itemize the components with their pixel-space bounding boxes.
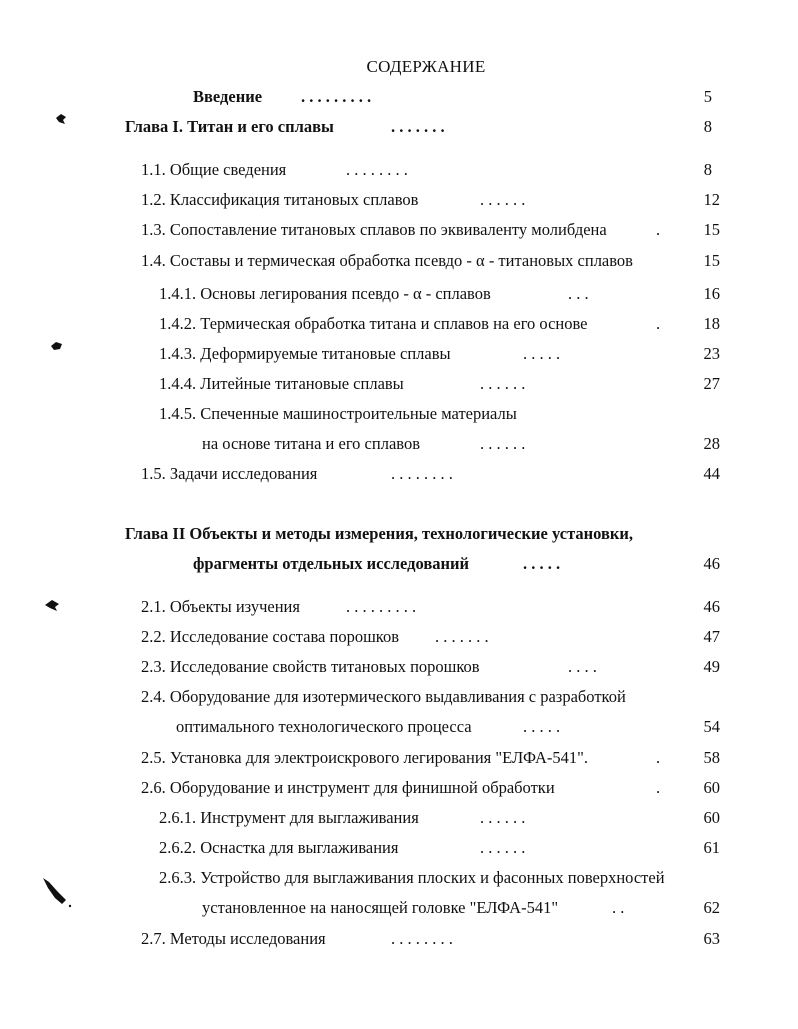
toc-entry-leader: . . . . . . bbox=[480, 808, 526, 827]
toc-entry-text: 1.2. Классификация титановых сплавов bbox=[141, 190, 419, 209]
toc-entry-leader: . . . . . . . bbox=[391, 117, 445, 136]
toc-entry-page: 16 bbox=[703, 284, 720, 303]
toc-entry-leader: . . . . . . bbox=[480, 374, 526, 393]
toc-entry-page: 58 bbox=[703, 748, 720, 767]
toc-entry-leader: . . . . . . . . bbox=[346, 160, 408, 179]
toc-entry-text: 1.4.1. Основы легирования псевдо - α - сплавов bbox=[159, 284, 491, 303]
toc-entry-leader: . . . . . . bbox=[480, 434, 526, 453]
toc-entry-text: 2.6.2. Оснастка для выглаживания bbox=[159, 838, 399, 857]
toc-entry-page: 60 bbox=[703, 778, 720, 797]
toc-title: СОДЕРЖАНИЕ bbox=[366, 57, 486, 76]
toc-entry-page: 23 bbox=[703, 344, 720, 363]
toc-entry-text: 2.4. Оборудование для изотермического выдавливания с разработкой bbox=[141, 687, 626, 706]
toc-entry-leader: . . bbox=[612, 898, 625, 917]
toc-entry-text: 2.5. Установка для электроискрового легирования "ЕЛФА-541". bbox=[141, 748, 588, 767]
toc-entry-leader: . . . . . bbox=[523, 344, 561, 363]
toc-entry-page: 62 bbox=[703, 898, 720, 917]
toc-entry-text-continued: фрагменты отдельных исследований bbox=[193, 554, 470, 573]
toc-entry-text: 2.6.3. Устройство для выглаживания плоских и фасонных поверхностей bbox=[159, 868, 665, 887]
toc-entry-text: Глава II Объекты и методы измерения, технологические установки, bbox=[125, 524, 634, 543]
toc-entry-text: 2.2. Исследование состава порошков bbox=[141, 627, 399, 646]
toc-entry-text: Глава I. Титан и его сплавы bbox=[125, 117, 334, 136]
toc-entry-text: 1.4.4. Литейные титановые сплавы bbox=[159, 374, 404, 393]
scan-speck bbox=[54, 112, 68, 126]
toc-entry-page: 47 bbox=[703, 627, 720, 646]
toc-entry-text: Введение bbox=[193, 87, 263, 106]
toc-entry-page: 63 bbox=[703, 929, 720, 948]
scan-speck bbox=[40, 876, 74, 910]
toc-entry-leader: . bbox=[656, 778, 661, 797]
toc-entry-page: 54 bbox=[703, 717, 720, 736]
toc-entry-leader: . . . . . . bbox=[480, 190, 526, 209]
toc-entry-text: 1.4.3. Деформируемые титановые сплавы bbox=[159, 344, 451, 363]
toc-entry-leader: . bbox=[656, 748, 661, 767]
toc-entry-leader: . . . . . . . . . bbox=[346, 597, 417, 616]
toc-entry-page: 49 bbox=[703, 657, 720, 676]
toc-entry-page: 61 bbox=[703, 838, 720, 857]
toc-entry-leader: . . . . bbox=[568, 657, 597, 676]
toc-entry-text-continued: установленное на наносящей головке "ЕЛФА-541" bbox=[202, 898, 559, 917]
toc-entry-leader: . . . . . bbox=[523, 717, 561, 736]
toc-entry-text: 2.1. Объекты изучения bbox=[141, 597, 300, 616]
toc-entry-page: 27 bbox=[703, 374, 720, 393]
toc-entry-page: 28 bbox=[703, 434, 720, 453]
toc-entry-leader: . . . bbox=[568, 284, 589, 303]
toc-entry-page: 18 bbox=[703, 314, 720, 333]
toc-entry-text: 1.4.2. Термическая обработка титана и сплавов на его основе bbox=[159, 314, 588, 333]
toc-entry-leader: . . . . . . bbox=[480, 838, 526, 857]
toc-entry-text: 1.5. Задачи исследования bbox=[141, 464, 318, 483]
toc-entry-text: 2.7. Методы исследования bbox=[141, 929, 326, 948]
toc-entry-page: 44 bbox=[703, 464, 720, 483]
toc-entry-leader: . bbox=[656, 220, 661, 239]
toc-entry-leader: . . . . . . . . bbox=[391, 464, 453, 483]
toc-entry-page: 15 bbox=[703, 220, 720, 239]
toc-entry-page: 8 bbox=[703, 160, 712, 179]
toc-entry-text: 1.3. Сопоставление титановых сплавов по эквиваленту молибдена bbox=[141, 220, 607, 239]
toc-entry-page: 60 bbox=[703, 808, 720, 827]
toc-entry-leader: . . . . . bbox=[523, 554, 561, 573]
toc-entry-page: 5 bbox=[703, 87, 712, 106]
toc-entry-page: 46 bbox=[703, 554, 720, 573]
scan-speck bbox=[50, 340, 64, 352]
toc-entry-page: 12 bbox=[703, 190, 720, 209]
toc-entry-text: 2.6.1. Инструмент для выглаживания bbox=[159, 808, 419, 827]
toc-entry-page: 15 bbox=[703, 251, 720, 270]
toc-entry-page: 46 bbox=[703, 597, 720, 616]
toc-entry-leader: . bbox=[656, 314, 661, 333]
scan-speck bbox=[44, 598, 60, 612]
toc-entry-text: 1.4. Составы и термическая обработка псевдо - α - титановых сплавов bbox=[141, 251, 633, 270]
toc-entry-text-continued: на основе титана и его сплавов bbox=[202, 434, 420, 453]
toc-entry-text: 1.4.5. Спеченные машиностроительные материалы bbox=[159, 404, 517, 423]
toc-entry-text: 2.3. Исследование свойств титановых порошков bbox=[141, 657, 480, 676]
toc-entry-leader: . . . . . . . bbox=[435, 627, 489, 646]
toc-entry-text-continued: оптимального технологического процесса bbox=[176, 717, 472, 736]
toc-entry-leader: . . . . . . . . . bbox=[301, 87, 372, 106]
toc-entry-text: 2.6. Оборудование и инструмент для финишной обработки bbox=[141, 778, 555, 797]
toc-entry-page: 8 bbox=[703, 117, 712, 136]
toc-entry-leader: . . . . . . . . bbox=[391, 929, 453, 948]
toc-entry-text: 1.1. Общие сведения bbox=[141, 160, 287, 179]
